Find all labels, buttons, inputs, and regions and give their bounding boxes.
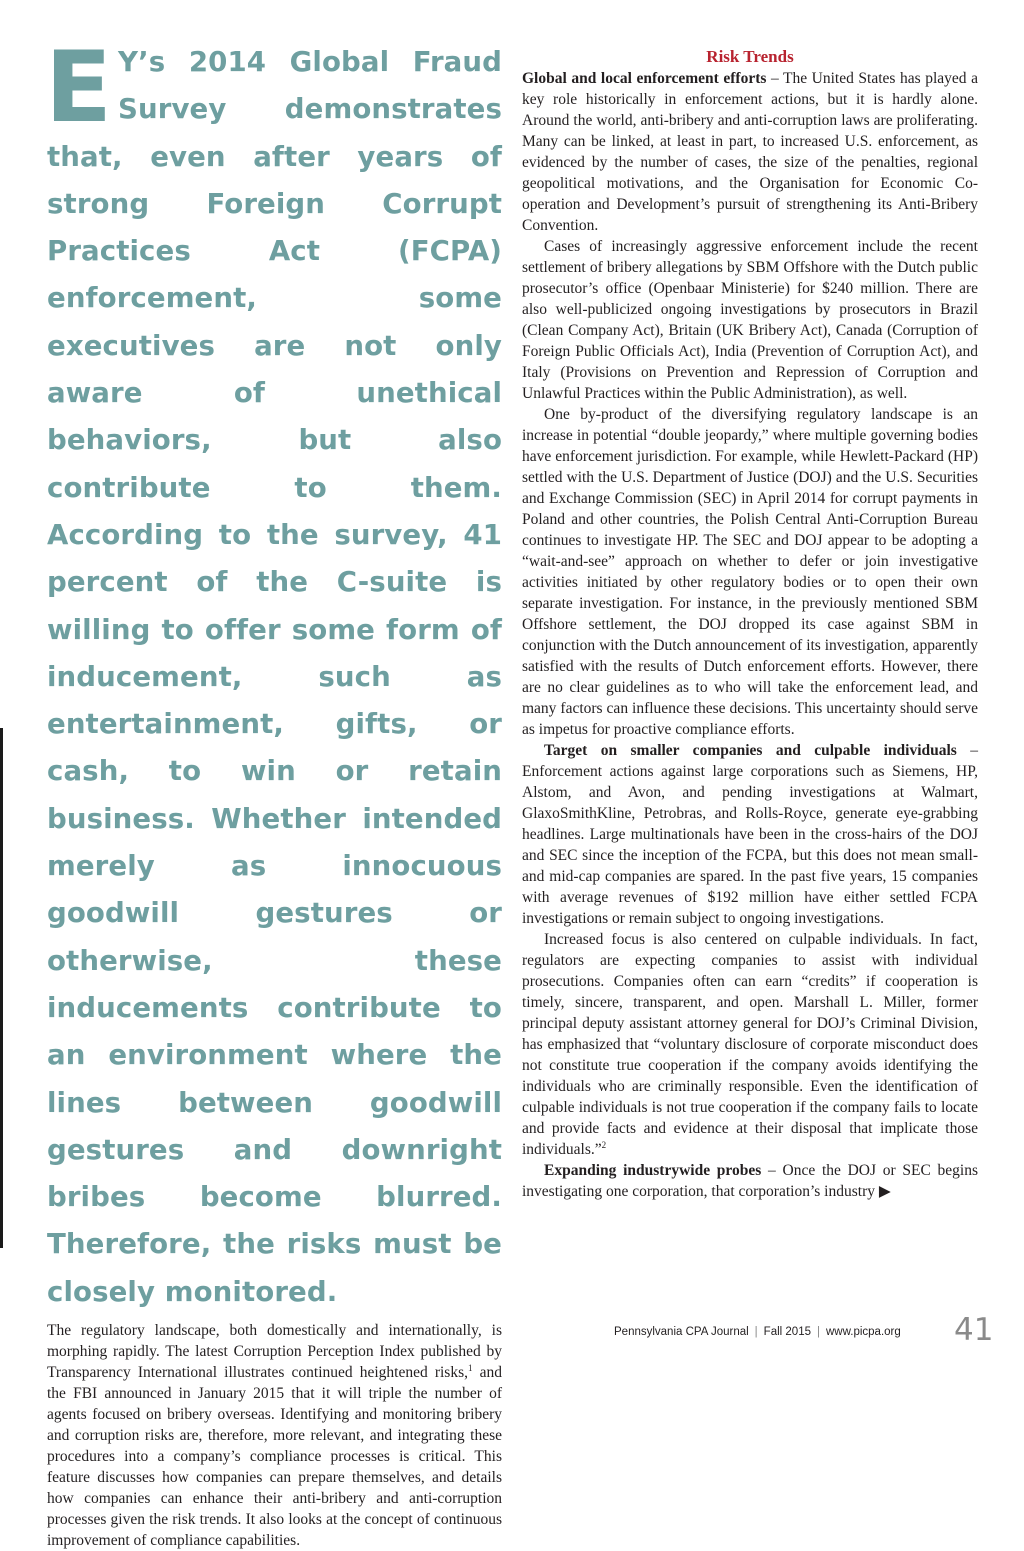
intro-text: Y’s 2014 Global Fraud Survey demonstrates that, even after years of strong Foreign Corrupt Practices Act (FCPA) enforcement, some executives are not only aware of unethical behaviors, but also contribute to them. According to the survey, 41 percent of the C-suite is willing to offer some form of inducement, such as entertainment, gifts, or cash, to win or retain business. Whether intended merely as innocuous goodwill gestures or otherwise, these inducements contribute to an environment where the lines between goodwill gestures and downright bribes become blurred. Therefore, the risks must be closely monitored. — [47, 45, 502, 1308]
footnote-ref: 1 — [468, 1362, 473, 1373]
body-paragraph — [522, 1160, 978, 1202]
body-text: Increased focus is also centered on culpable individuals. In fact, regulators are expecting companies to assist with individual prosecutions. Companies often can earn “credits” if cooperation is timely, sincere, transparent, and open. Marshall L. Miller, former principal deputy assistant attorney general for DOJ’s Criminal Division, has emphasized that “voluntary disclosure of corporate misconduct does not constitute true cooperation if the company avoids identifying the individuals who are criminally responsible. Even the identification of culpable individuals is not true cooperation if the company fails to locate and provide facts and evidence at their disposal that implicate those individuals.” — [522, 931, 978, 1158]
body-paragraph: One by-product of the diversifying regulatory landscape is an increase in potential “double jeopardy,” where multiple governing bodies have enforcement jurisdiction. For example, while Hewlett-Packard (HP) settled with the U.S. Department of Justice (DOJ) and the U.S. Securities and Exchange Commission (SEC) in April 2014 for corrupt payments in Poland and other countries, the Polish Central Anti-Corruption Bureau continues to investigate HP. The SEC and DOJ appear to be adopting a “wait-and-see” approach on whether to defer or join investigative activities initiated by other regulatory bodies or to open their own separate investigation. For instance, in the previously mentioned SBM Offshore settlement, the DOJ dropped its case against SBM in conjunction with the Dutch announcement of its investigation, apparently satisfied with the results of Dutch enforcement efforts. However, there are no clear guidelines as to who will take the enforcement lead, and many factors can influence these decisions. This uncertainty should serve as impetus for proactive compliance efforts. — [522, 406, 978, 738]
body-paragraph: Cases of increasingly aggressive enforcement include the recent settlement of bribery allegations by SBM Offshore with the Dutch public prosecutor’s office (Openbaar Ministerie) for $240 million. There are also well-publicized ongoing investigations by prosecutors in Brazil (Clean Company Act), Britain (UK Bribery Act), Canada (Corruption of Foreign Public Officials Act), India (Prevention of Corruption Act), and Italy (Provisions on Prevention and Repression of Corruption and Unlawful Practices within the Public Administration), as well. — [522, 238, 978, 402]
subsection-title: Target on smaller companies and culpable individuals — [544, 742, 957, 759]
right-column — [522, 46, 978, 1202]
subsection-title: Global and local enforcement efforts — [522, 70, 767, 87]
footer-separator: | — [816, 1326, 820, 1338]
body-text: and the FBI announced in January 2015 that it will triple the number of agents focused on bribery overseas. Identifying and monitoring bribery and corruption risks are, therefore, more relevant, and integrating these procedures into a company’s compliance processes is critical. This feature discusses how companies can prepare themselves, and details how companies can enhance their anti-bribery and anti-corruption processes given the risk trends. It also looks at the concept of continuous improvement of compliance capabilities. — [47, 1364, 502, 1550]
publication-name: Pennsylvania CPA Journal — [614, 1326, 749, 1338]
website-link[interactable]: www.picpa.org — [825, 1326, 901, 1338]
section-heading: Risk Trends — [706, 47, 794, 66]
body-paragraph — [522, 929, 978, 1160]
margin-rule — [0, 728, 3, 1248]
body-paragraph — [522, 740, 978, 929]
page-footer — [614, 1312, 994, 1352]
footer-separator: | — [754, 1326, 758, 1338]
body-text: – Once the DOJ or SEC begins investigating one corporation, that corporation’s industry ▶ — [522, 1162, 978, 1200]
body-text: – Enforcement actions against large corporations such as Siemens, HP, Alstom, and Avon, and pending investigations at Walmart, GlaxoSmithKline, Petrobras, and Rolls-Royce, generate eye-grabbing headlines. Large multinationals have been in the cross-hairs of the DOJ and SEC since the inception of the FCPA, but this does not mean small- and mid-cap companies are spared. In the past five years, 15 companies with average revenues of $192 million have either settled FCPA investigations or remain subject to ongoing investigations. — [522, 742, 978, 927]
issue-date: Fall 2015 — [763, 1326, 811, 1338]
body-text: – The United States has played a key role historically in enforcement actions, but it is hardly alone. Around the world, anti-bribery and anti-corruption laws are proliferating. Many can be linked, at least in part, to increased U.S. enforcement, as evidenced by the number of cases, the size of the penalties, regional geopolitical motivations, and the Organisation for Economic Co-operation and Development’s pursuit of strengthening its Anti-Bribery Convention. — [522, 70, 978, 234]
body-paragraph — [522, 68, 978, 236]
drop-cap: E — [45, 31, 113, 145]
intro-paragraph — [45, 31, 502, 1315]
left-column — [45, 31, 502, 1551]
body-text: The regulatory landscape, both domestically and internationally, is morphing rapidly. The latest Corruption Perception Index published by Transparency International illustrates continued heightened risks, — [47, 1322, 502, 1382]
subsection-title: Expanding industrywide probes — [544, 1162, 762, 1179]
footnote-ref: 2 — [601, 1139, 607, 1150]
footer-meta — [614, 1326, 901, 1338]
page-number: 41 — [954, 1312, 994, 1348]
body-paragraph — [47, 1320, 502, 1551]
